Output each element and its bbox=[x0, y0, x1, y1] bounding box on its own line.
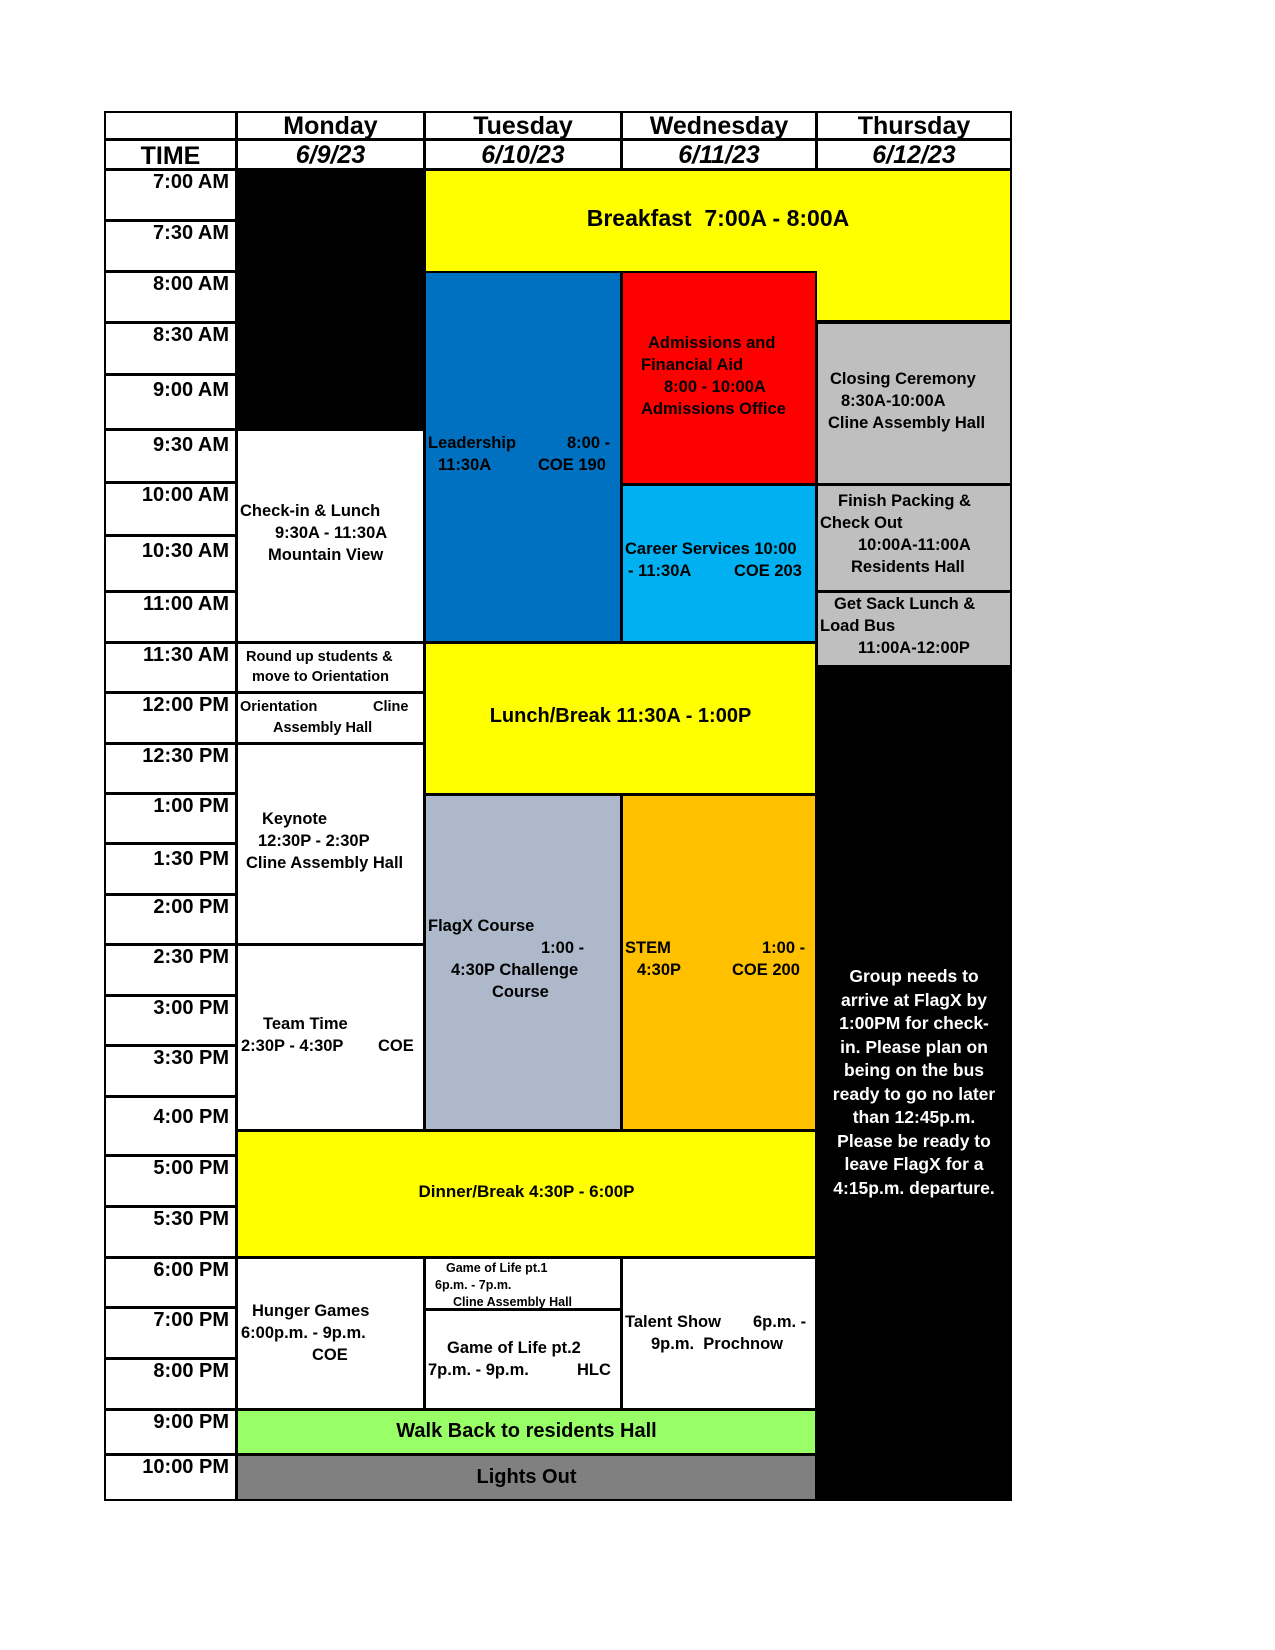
group-note-line: Please be ready to bbox=[837, 1130, 991, 1151]
lunch-break-label: Lunch/Break 11:30A - 1:00P bbox=[489, 705, 752, 727]
talent-line1: Talent Show bbox=[625, 1313, 721, 1331]
time-slot: 10:00 PM bbox=[104, 1454, 237, 1501]
finish-packing-line3: 10:00A-11:00A bbox=[858, 536, 971, 554]
time-header: TIME bbox=[104, 139, 237, 170]
admissions-line1: Admissions and bbox=[648, 334, 776, 352]
keynote-line1: Keynote bbox=[262, 810, 328, 828]
sack-lunch-line2: Load Bus bbox=[820, 617, 896, 635]
time-slot: 11:30 AM bbox=[104, 642, 237, 693]
day-header-tuesday: Tuesday bbox=[424, 111, 622, 140]
checkin-line3: Mountain View bbox=[268, 546, 384, 564]
gol1-line3: Cline Assembly Hall bbox=[453, 1295, 573, 1309]
career-line2: - 11:30A bbox=[628, 562, 692, 580]
checkin-line2: 9:30A - 11:30A bbox=[275, 524, 388, 542]
group-note-line: ready to go no later bbox=[832, 1083, 996, 1104]
date-header-wednesday: 6/11/23 bbox=[621, 139, 817, 170]
time-slot: 10:00 AM bbox=[104, 482, 237, 536]
flagx-line4: Course bbox=[492, 983, 549, 1001]
time-slot: 5:00 PM bbox=[104, 1155, 237, 1207]
gol2-line1: Game of Life pt.2 bbox=[447, 1339, 581, 1357]
group-note-line: in. Please plan on bbox=[840, 1036, 988, 1057]
finish-packing-line2: Check Out bbox=[820, 514, 903, 532]
time-slot: 1:30 PM bbox=[104, 843, 237, 895]
time-slot: 12:00 PM bbox=[104, 692, 237, 744]
orientation-line1b: Cline bbox=[373, 699, 409, 715]
leadership-title: Leadership bbox=[428, 434, 517, 452]
group-note-line: than 12:45p.m. bbox=[852, 1107, 976, 1127]
closing-line2: 8:30A-10:00A bbox=[841, 392, 946, 410]
keynote-line2: 12:30P - 2:30P bbox=[258, 832, 370, 850]
time-slot: 6:00 PM bbox=[104, 1257, 237, 1308]
time-slot: 9:00 PM bbox=[104, 1409, 237, 1455]
time-slot: 7:00 AM bbox=[104, 169, 237, 221]
time-slot: 9:00 AM bbox=[104, 374, 237, 430]
leadership-time-a: 8:00 - bbox=[567, 434, 611, 452]
team-time-line2: 2:30P - 4:30P bbox=[241, 1037, 344, 1055]
day-header-monday: Monday bbox=[236, 111, 425, 140]
gol2-line2: 7p.m. - 9p.m. bbox=[428, 1361, 529, 1379]
closing-line1: Closing Ceremony bbox=[830, 370, 976, 388]
time-header-blank bbox=[104, 111, 237, 140]
team-time-room: COE bbox=[378, 1037, 414, 1055]
sack-lunch-line1: Get Sack Lunch & bbox=[834, 595, 976, 613]
date-header-thursday: 6/12/23 bbox=[816, 139, 1012, 170]
roundup-line1: Round up students & bbox=[246, 649, 393, 665]
time-slot: 8:00 PM bbox=[104, 1358, 237, 1410]
stem-line2: 4:30P bbox=[637, 961, 682, 979]
group-note-line: arrive at FlagX by bbox=[841, 989, 987, 1010]
time-slot: 3:00 PM bbox=[104, 995, 237, 1046]
time-slot: 9:30 AM bbox=[104, 429, 237, 483]
career-line1: Career Services 10:00 bbox=[625, 540, 797, 558]
stem-room: COE 200 bbox=[732, 961, 800, 979]
hunger-games-line1: Hunger Games bbox=[252, 1302, 370, 1320]
time-slot: 8:00 AM bbox=[104, 271, 237, 323]
finish-packing-line4: Residents Hall bbox=[851, 558, 965, 576]
time-slot: 7:00 PM bbox=[104, 1307, 237, 1359]
closing-line3: Cline Assembly Hall bbox=[828, 414, 986, 432]
walk-back-label: Walk Back to residents Hall bbox=[396, 1420, 657, 1442]
date-header-tuesday: 6/10/23 bbox=[424, 139, 622, 170]
group-note bbox=[816, 965, 1012, 1200]
orientation-line2: Assembly Hall bbox=[273, 720, 373, 736]
talent-show-block bbox=[621, 1257, 817, 1410]
monday-unavailable-block bbox=[236, 169, 425, 430]
breakfast-label: Breakfast 7:00A - 8:00A bbox=[586, 205, 850, 231]
dinner-break-label: Dinner/Break 4:30P - 6:00P bbox=[418, 1182, 635, 1201]
team-time-line1: Team Time bbox=[263, 1015, 348, 1033]
keynote-line3: Cline Assembly Hall bbox=[246, 854, 404, 872]
time-slot: 11:00 AM bbox=[104, 591, 237, 643]
game-of-life-2-block bbox=[424, 1309, 622, 1410]
time-slot: 2:30 PM bbox=[104, 944, 237, 996]
group-note-line: 1:00PM for check- bbox=[839, 1013, 989, 1033]
time-slot: 2:00 PM bbox=[104, 894, 237, 945]
sack-lunch-line3: 11:00A-12:00P bbox=[858, 639, 970, 657]
orientation-line1: Orientation bbox=[240, 699, 318, 715]
stem-line1b: 1:00 - bbox=[762, 939, 806, 957]
leadership-room: COE 190 bbox=[538, 456, 606, 474]
checkin-line1: Check-in & Lunch bbox=[240, 502, 381, 520]
roundup-line2: move to Orientation bbox=[252, 669, 389, 685]
hunger-games-line2: 6:00p.m. - 9p.m. bbox=[241, 1324, 366, 1342]
gol1-line2: 6p.m. - 7p.m. bbox=[435, 1278, 512, 1292]
group-note-line: leave FlagX for a bbox=[844, 1154, 984, 1174]
day-header-thursday: Thursday bbox=[816, 111, 1012, 140]
day-header-wednesday: Wednesday bbox=[621, 111, 817, 140]
finish-packing-line1: Finish Packing & bbox=[838, 492, 971, 510]
time-slot: 4:00 PM bbox=[104, 1096, 237, 1156]
lights-out-label: Lights Out bbox=[476, 1466, 577, 1488]
admissions-line3: 8:00 - 10:00A bbox=[664, 378, 766, 396]
hunger-games-line3: COE bbox=[312, 1346, 348, 1364]
time-slot: 1:00 PM bbox=[104, 793, 237, 844]
leadership-time-b: 11:30A bbox=[438, 456, 492, 474]
career-room: COE 203 bbox=[734, 562, 802, 580]
admissions-line4: Admissions Office bbox=[641, 400, 786, 418]
group-note-line: Group needs to bbox=[849, 966, 979, 986]
stem-line1: STEM bbox=[625, 939, 671, 957]
flagx-line1: FlagX Course bbox=[428, 917, 535, 935]
flagx-line3: 4:30P Challenge bbox=[451, 961, 579, 979]
flagx-line2: 1:00 - bbox=[541, 939, 585, 957]
time-slot: 8:30 AM bbox=[104, 322, 237, 375]
gol2-room: HLC bbox=[577, 1361, 611, 1379]
group-note-line: 4:15p.m. departure. bbox=[833, 1177, 995, 1198]
time-slot: 12:30 PM bbox=[104, 743, 237, 794]
talent-line1b: 6p.m. - bbox=[753, 1313, 807, 1331]
time-slot: 10:30 AM bbox=[104, 535, 237, 592]
talent-line2: 9p.m. Prochnow bbox=[651, 1335, 784, 1353]
date-header-monday: 6/9/23 bbox=[236, 139, 425, 170]
gol1-line1: Game of Life pt.1 bbox=[446, 1261, 548, 1275]
time-slot: 7:30 AM bbox=[104, 220, 237, 272]
admissions-line2: Financial Aid bbox=[641, 356, 744, 374]
time-slot: 5:30 PM bbox=[104, 1206, 237, 1258]
time-slot: 3:30 PM bbox=[104, 1045, 237, 1097]
group-note-line: being on the bus bbox=[844, 1060, 984, 1080]
